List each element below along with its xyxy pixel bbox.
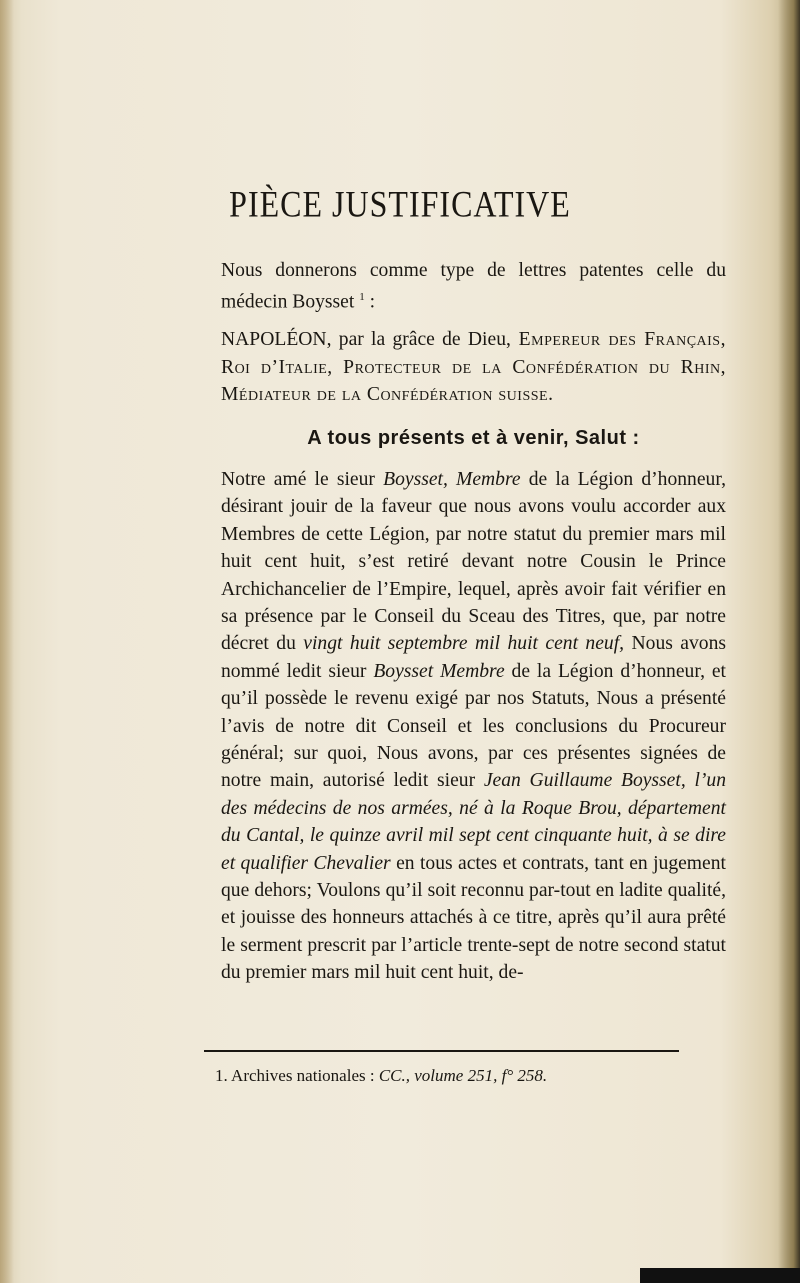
person-details: Jean Guillaume Boysset, l’un des médecins de nos armées, né à la Roque Brou, département du Cantal, le quinze avril mil sept cent cinquante huit, à se dire et qualifier Chevalier	[221, 770, 727, 874]
napoleon-titles: par la grâce de Dieu, Empereur des Français, Roi d’Italie, Protecteur de la Confédération du Rhin, Médiateur de la Confédération suisse.	[221, 329, 726, 406]
decree-date: vingt huit septembre mil huit cent neuf,	[303, 633, 625, 655]
footnote-reference: CC., volume 251, f° 258.	[378, 1066, 548, 1085]
napoleon-name: NAPOLÉON,	[221, 329, 332, 351]
letter-body: Notre amé le sieur Boysset, Membre de la Légion d’honneur, désirant jouir de la faveur que nous avons voulu accorder aux Membres de cette Légion, par notre statut du premier mars mil huit cent huit, s’est retiré devant notre Cousin le Prince Archichancelier de l’Empire, lequel, après avoir fait vérifier en sa présence par le Conseil du Sceau des Titres, que, par notre décret du vingt huit septembre mil huit cent neuf, Nous avons nommé ledit sieur Boysset Membre de la Légion d’honneur, et qu’il possède le revenu exigé par nos Statuts, Nous a présenté l’avis de notre dit Conseil et les conclusions du Procureur général; sur quoi, Nous avons, par ces présentes signées de notre main, autorisé ledit sieur Jean Guillaume Boysset, l’un des médecins de nos armées, né à la Roque Brou, département du Cantal, le quinze avril mil sept cent cinquante huit, à se dire et qualifier Chevalier en tous actes et contrats, tant en jugement que dehors; Voulons qu’il soit reconnu par-tout en ladite qualité, et jouisse des honneurs attachés à ce titre, après qu’il aura prêté le serment prescrit par l’article trente-sept de notre second statut du premier mars mil huit cent huit, de-	[221, 468, 727, 984]
napoleon-titles-paragraph	[221, 326, 726, 408]
person-name: Boysset, Membre	[383, 468, 521, 490]
person-name-2: Boysset Membre	[373, 660, 505, 682]
intro-paragraph: Nous donnerons comme type de lettres patentes celle du médecin Boysset $^1$ :	[221, 260, 726, 313]
scan-border	[640, 1268, 800, 1283]
footnote-marker: 1	[359, 291, 365, 304]
body-text	[221, 257, 726, 987]
page-title: PIÈCE JUSTIFICATIVE	[229, 183, 571, 225]
footnote: 1. Archives nationales : CC., volume 251, f° 258.	[215, 1066, 548, 1085]
salutation: A tous présents et à venir, Salut :	[307, 426, 640, 449]
footnote-rule	[204, 1050, 679, 1052]
